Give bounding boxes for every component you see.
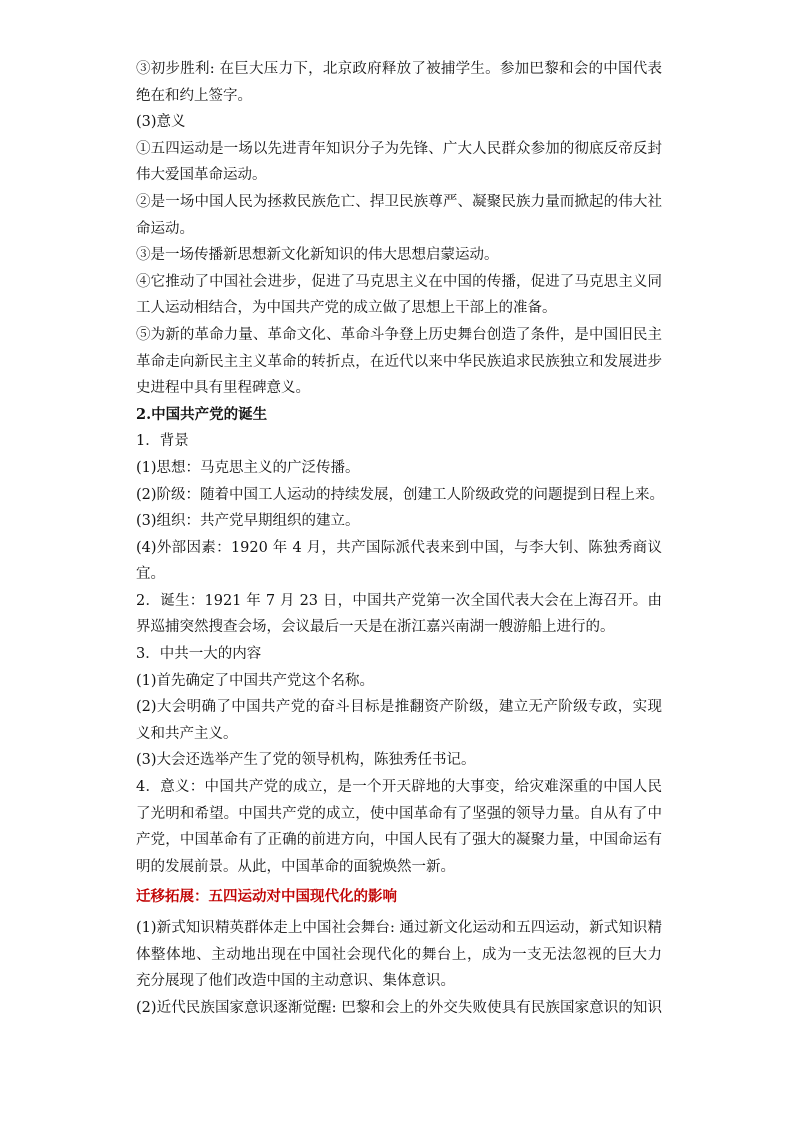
text-line: (3)大会还选举产生了党的领导机构，陈独秀任书记。: [136, 752, 476, 769]
text-line: 体整体地、主动地出现在中国社会现代化的舞台上，成为一支无法忽视的巨大力: [136, 946, 662, 963]
text-line: 明的发展前景。从此，中国革命的面貌焕然一新。: [136, 858, 455, 875]
extension-heading: 迁移拓展：五四运动对中国现代化的影响: [136, 888, 397, 906]
text-line: (1)新式知识精英群体走上中国社会舞台: 通过新文化运动和五四运动，新式知识精: [136, 920, 662, 936]
text-line: 充分展现了他们改造中国的主动意识、集体意识。: [136, 973, 455, 990]
text-line: 4．意义：中国共产党的成立，是一个开天辟地的大事变，给灾难深重的中国人民: [136, 779, 662, 796]
text-line: ③是一场传播新思想新文化新知识的伟大思想启蒙运动。: [136, 247, 499, 264]
text-line: 史进程中具有里程碑意义。: [136, 380, 310, 397]
text-line: (2)大会明确了中国共产党的奋斗目标是推翻资产阶级，建立无产阶级专政，实现: [136, 699, 662, 716]
text-line: 伟大爱国革命运动。: [136, 167, 267, 184]
document-body: [136, 56, 665, 1021]
text-line: 界巡捕突然搜查会场，会议最后一天是在浙江嘉兴南湖一艘游船上进行的。: [136, 619, 615, 636]
text-line: (3)组织：共产党早期组织的建立。: [136, 513, 360, 530]
text-line: 绝在和约上签字。: [136, 87, 252, 104]
text-line: 革命走向新民主主义革命的转折点，在近代以来中华民族追求民族独立和发展进步: [136, 353, 662, 370]
text-line: ①五四运动是一场以先进青年知识分子为先锋、广大人民群众参加的彻底反帝反封: [136, 140, 662, 157]
text-line: 义和共产主义。: [136, 725, 238, 742]
text-line: (1)首先确定了中国共产党这个名称。: [136, 672, 375, 689]
text-line: 了光明和希望。中国共产党的成立，使中国革命有了坚强的领导力量。自从有了中: [136, 805, 662, 822]
text-line: (2)近代民族国家意识逐渐觉醒: 巴黎和会上的外交失败使具有民族国家意识的知识: [136, 999, 662, 1016]
text-line: (2)阶级：随着中国工人运动的持续发展，创建工人阶级政党的问题提到日程上来。: [136, 486, 665, 503]
text-line: 命运动。: [136, 220, 194, 237]
text-line: 2．诞生：1921 年 7 月 23 日，中国共产党第一次全国代表大会在上海召开。由: [136, 592, 662, 609]
text-line: 产党，中国革命有了正确的前进方向，中国人民有了强大的凝聚力量，中国命运有: [136, 832, 662, 849]
text-line: (3)意义: [136, 114, 186, 131]
text-line: (1)思想：马克思主义的广泛传播。: [136, 459, 360, 476]
text-line: (4)外部因素：1920 年 4 月，共产国际派代表来到中国，与李大钊、陈独秀商议: [136, 539, 662, 556]
text-line: 3．中共一大的内容: [136, 646, 262, 663]
text-line: ⑤为新的革命力量、革命文化、革命斗争登上历史舞台创造了条件，是中国旧民主: [136, 326, 662, 343]
section-heading: 2.中国共产党的诞生: [136, 405, 268, 423]
text-line: 1．背景: [136, 433, 189, 450]
text-line: ③初步胜利: 在巨大压力下，北京政府释放了被捕学生。参加巴黎和会的中国代表: [136, 61, 662, 77]
text-line: 工人运动相结合，为中国共产党的成立做了思想上干部上的准备。: [136, 300, 557, 317]
text-line: ②是一场中国人民为拯救民族危亡、捍卫民族尊严、凝聚民族力量而掀起的伟大社: [136, 193, 662, 210]
text-line: 宜。: [136, 566, 165, 583]
text-line: ④它推动了中国社会进步，促进了马克思主义在中国的传播，促进了马克思主义同: [136, 273, 662, 290]
